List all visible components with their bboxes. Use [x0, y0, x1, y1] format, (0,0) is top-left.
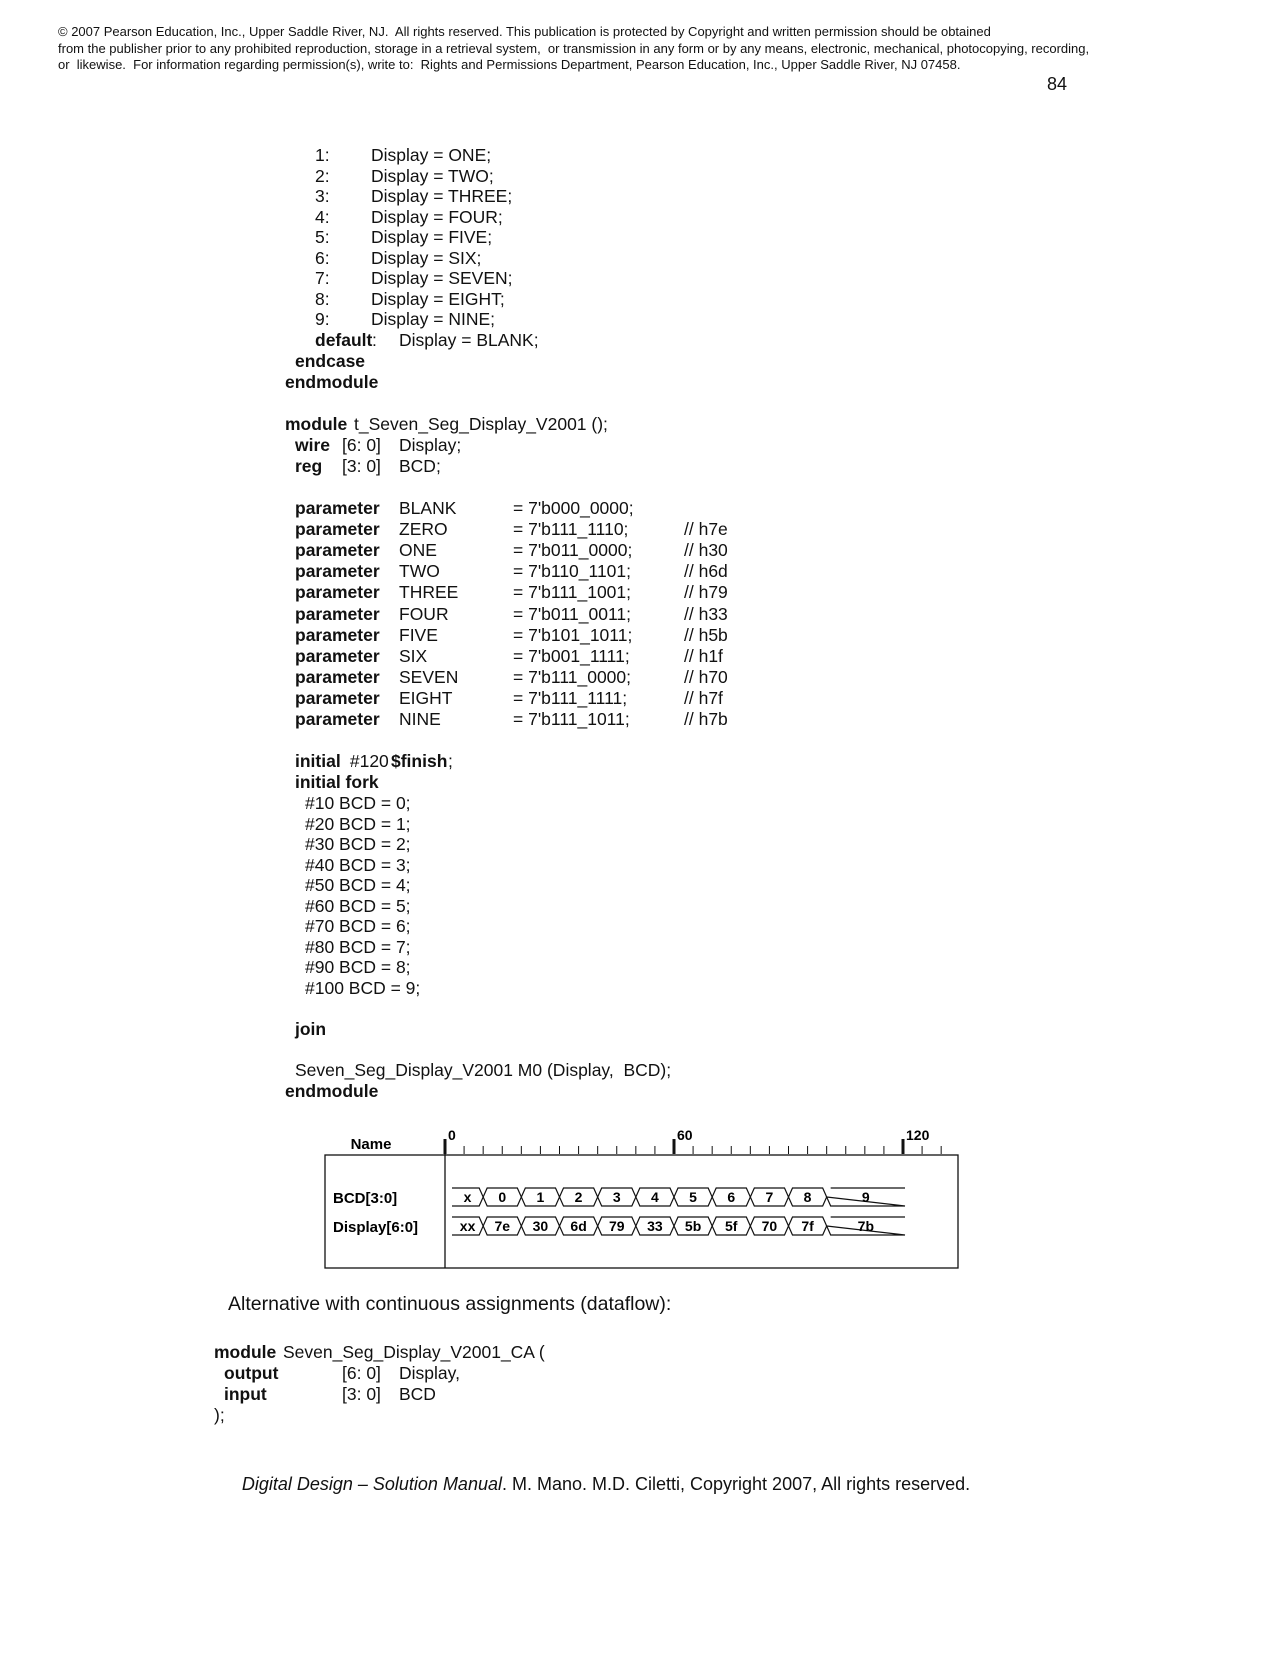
case-statement: Display = ONE;	[371, 145, 492, 165]
endmodule-keyword: endmodule	[285, 1081, 379, 1101]
parameter-value: = 7'b111_1111;	[513, 687, 628, 708]
case-statement: Display = TWO;	[371, 165, 494, 186]
bcd-assignment: #10 BCD = 0;	[305, 793, 411, 813]
bus-segment	[674, 1188, 712, 1206]
module-keyword: module	[285, 414, 348, 434]
reg-range: [3: 0]	[342, 456, 381, 476]
bcd-assignment: #70 BCD = 6;	[305, 916, 411, 936]
bcd-assignment: #50 BCD = 4;	[305, 875, 411, 895]
parameter-keyword: parameter	[295, 666, 380, 687]
parameter-value: = 7'b111_1011;	[513, 709, 630, 729]
bus-value: 6d	[570, 1218, 587, 1234]
case-label: 3:	[315, 186, 330, 206]
parameter-name: BLANK	[399, 498, 457, 518]
alternative-heading: Alternative with continuous assignments (dataflow):	[228, 1293, 672, 1315]
signal-name: BCD[3:0]	[333, 1190, 398, 1207]
parameter-name: FIVE	[399, 624, 438, 645]
bcd-assignment: #20 BCD = 1;	[305, 813, 411, 834]
bus-value: 4	[651, 1189, 659, 1205]
endcase-keyword: endcase	[295, 351, 366, 371]
bcd-assignment: #30 BCD = 2;	[305, 834, 411, 854]
parameter-comment: // h7b	[684, 709, 728, 729]
close-paren: );	[214, 1405, 225, 1425]
bus-value: 5	[689, 1189, 697, 1205]
bus-value: 6	[727, 1189, 736, 1205]
reg-keyword: reg	[295, 456, 323, 476]
parameter-name: ZERO	[399, 519, 448, 540]
parameter-value: = 7'b000_0000;	[513, 498, 634, 518]
axis-label: 120	[906, 1127, 930, 1143]
join-keyword: join	[295, 1019, 327, 1039]
case-statement: Display = THREE;	[371, 186, 513, 206]
module-instance: Seven_Seg_Display_V2001 M0 (Display, BCD);	[295, 1060, 672, 1080]
bus-segment	[452, 1188, 483, 1206]
parameter-name: SEVEN	[399, 666, 459, 687]
default-colon: :	[372, 330, 377, 350]
parameter-name: NINE	[399, 709, 441, 729]
parameter-value: = 7'b111_1001;	[513, 582, 632, 603]
bus-value: 33	[647, 1218, 663, 1234]
parameter-comment: // h1f	[684, 645, 723, 666]
bcd-assignment: #90 BCD = 8;	[305, 957, 411, 977]
case-statement: Display = SIX;	[371, 247, 482, 268]
case-statement: Display = BLANK;	[399, 330, 539, 350]
bus-value: 8	[803, 1189, 812, 1205]
case-label: 4:	[315, 206, 330, 227]
module-keyword: module	[214, 1342, 277, 1362]
bus-segment	[560, 1217, 598, 1235]
bus-value: 7f	[801, 1218, 814, 1234]
parameter-value: = 7'b101_1011;	[513, 624, 633, 645]
case-label: 9:	[315, 309, 330, 329]
parameter-value: = 7'b111_0000;	[513, 666, 632, 687]
parameter-name: EIGHT	[399, 687, 453, 708]
finish-delay: #120	[345, 751, 394, 771]
semicolon: ;	[448, 751, 453, 771]
axis-label: 0	[448, 1127, 456, 1143]
bus-value: x	[463, 1189, 472, 1205]
parameter-comment: // h7f	[684, 687, 723, 708]
port-name: BCD	[399, 1384, 436, 1404]
bus-segment	[789, 1217, 827, 1235]
bus-value: xx	[459, 1218, 476, 1234]
bus-value: 1	[536, 1189, 545, 1205]
bus-segment	[712, 1217, 750, 1235]
bus-segment	[598, 1217, 636, 1235]
endmodule-keyword: endmodule	[285, 372, 379, 392]
bus-segment	[674, 1217, 712, 1235]
case-statement: Display = FIVE;	[371, 227, 493, 247]
module-name: t_Seven_Seg_Display_V2001 ();	[354, 414, 608, 434]
bus-value: 9	[861, 1189, 870, 1205]
case-statement: Display = EIGHT;	[371, 288, 505, 309]
bus-segment	[827, 1188, 905, 1206]
bus-segment	[750, 1217, 788, 1235]
case-label: 6:	[315, 247, 330, 268]
bus-segment	[521, 1217, 559, 1235]
parameter-name: ONE	[399, 540, 437, 561]
wire-keyword: wire	[295, 435, 331, 455]
bus-value: 5b	[684, 1218, 702, 1234]
parameter-keyword: parameter	[295, 561, 380, 582]
copyright-notice: © 2007 Pearson Education, Inc., Upper Saddle River, NJ. All rights reserved. This publication is protected by Copyright and written permission should be obtained from the publisher prior to any prohibited reproduction, storage in a retrieval system, or transmission in any form or by any means, electronic, mechanical, photocopying, recording, or likewise. For information regarding permission(s), write to: Rights and Permissions Department, Pearson Education, Inc., Upper Saddle River, NJ 07458.	[58, 24, 1090, 72]
bus-value: 30	[532, 1218, 549, 1234]
bcd-assignment: #100 BCD = 9;	[305, 977, 421, 998]
parameter-keyword: parameter	[295, 498, 380, 518]
parameter-comment: // h30	[684, 540, 728, 561]
parameter-value: = 7'b011_0000;	[513, 540, 633, 561]
parameter-comment: // h5b	[684, 624, 728, 645]
bus-value: 7e	[494, 1218, 511, 1234]
default-keyword: default	[315, 330, 373, 350]
parameter-name: TWO	[399, 561, 440, 582]
case-label: 2:	[315, 165, 330, 186]
bus-segment	[521, 1188, 559, 1206]
bus-value: 2	[574, 1189, 583, 1205]
parameter-value: = 7'b001_1111;	[513, 645, 630, 666]
port-name: Display,	[399, 1363, 460, 1383]
parameter-keyword: parameter	[295, 624, 380, 645]
bus-segment	[789, 1188, 827, 1206]
parameter-keyword: parameter	[295, 603, 380, 624]
parameter-name: THREE	[399, 582, 459, 603]
parameter-keyword: parameter	[295, 645, 380, 666]
finish-task: $finish	[391, 751, 448, 771]
parameter-keyword: parameter	[295, 687, 380, 708]
page-footer	[0, 1474, 1212, 1495]
bus-segment	[560, 1188, 598, 1206]
bus-segment	[750, 1188, 788, 1206]
case-statement: Display = SEVEN;	[371, 268, 513, 288]
wire-name: Display;	[399, 435, 462, 455]
parameter-keyword: parameter	[295, 540, 380, 561]
bus-segment	[483, 1188, 521, 1206]
bcd-assignment: #80 BCD = 7;	[305, 936, 411, 957]
footer-credits: . M. Mano. M.D. Ciletti, Copyright 2007, All rights reserved.	[501, 1474, 971, 1494]
port-range: [3: 0]	[342, 1384, 381, 1404]
parameter-comment: // h70	[684, 666, 728, 687]
parameter-name: FOUR	[399, 603, 449, 624]
parameter-comment: // h79	[684, 582, 728, 603]
case-label: 1:	[315, 145, 330, 165]
waveform-frame	[325, 1155, 958, 1268]
axis-label: 60	[677, 1127, 693, 1143]
reg-name: BCD;	[399, 456, 441, 476]
parameter-comment: // h7e	[684, 519, 728, 540]
bus-value: 79	[608, 1218, 625, 1234]
name-header: Name	[350, 1136, 392, 1153]
signal-name: Display[6:0]	[333, 1219, 419, 1236]
port-direction: input	[224, 1384, 267, 1404]
bus-value: 3	[612, 1189, 621, 1205]
case-label: 5:	[315, 227, 330, 247]
initial-keyword: initial	[295, 751, 341, 771]
bus-value: 70	[761, 1218, 778, 1234]
page-number: 84	[1047, 74, 1068, 94]
parameter-comment: // h6d	[684, 561, 728, 582]
bus-segment	[636, 1188, 674, 1206]
bus-segment	[452, 1217, 483, 1235]
case-label: 7:	[315, 268, 330, 288]
bus-segment	[636, 1217, 674, 1235]
bus-value: 5f	[725, 1218, 738, 1234]
parameter-value: = 7'b011_0011;	[513, 603, 632, 624]
bus-segment	[598, 1188, 636, 1206]
bus-value: 0	[498, 1189, 507, 1205]
port-range: [6: 0]	[342, 1363, 381, 1383]
bcd-assignment: #60 BCD = 5;	[305, 895, 411, 916]
footer-title: Digital Design – Solution Manual	[241, 1474, 502, 1494]
bus-segment	[483, 1217, 521, 1235]
bus-value: 7	[765, 1189, 774, 1205]
wire-range: [6: 0]	[342, 435, 381, 455]
case-statement: Display = FOUR;	[371, 206, 503, 227]
case-statement: Display = NINE;	[371, 309, 495, 329]
port-direction: output	[224, 1363, 279, 1383]
parameter-keyword: parameter	[295, 582, 380, 603]
parameter-comment: // h33	[684, 603, 728, 624]
parameter-keyword: parameter	[295, 519, 380, 540]
bus-segment	[827, 1217, 905, 1235]
parameter-name: SIX	[399, 645, 428, 666]
parameter-value: = 7'b110_1101;	[513, 561, 632, 582]
bus-segment	[712, 1188, 750, 1206]
bus-value: 7b	[857, 1218, 875, 1234]
module-name: Seven_Seg_Display_V2001_CA (	[283, 1342, 545, 1362]
parameter-keyword: parameter	[295, 709, 380, 729]
bcd-assignment: #40 BCD = 3;	[305, 854, 411, 875]
parameter-value: = 7'b111_1110;	[513, 519, 629, 540]
case-label: 8:	[315, 288, 330, 309]
initial-fork-keyword: initial fork	[295, 772, 379, 792]
